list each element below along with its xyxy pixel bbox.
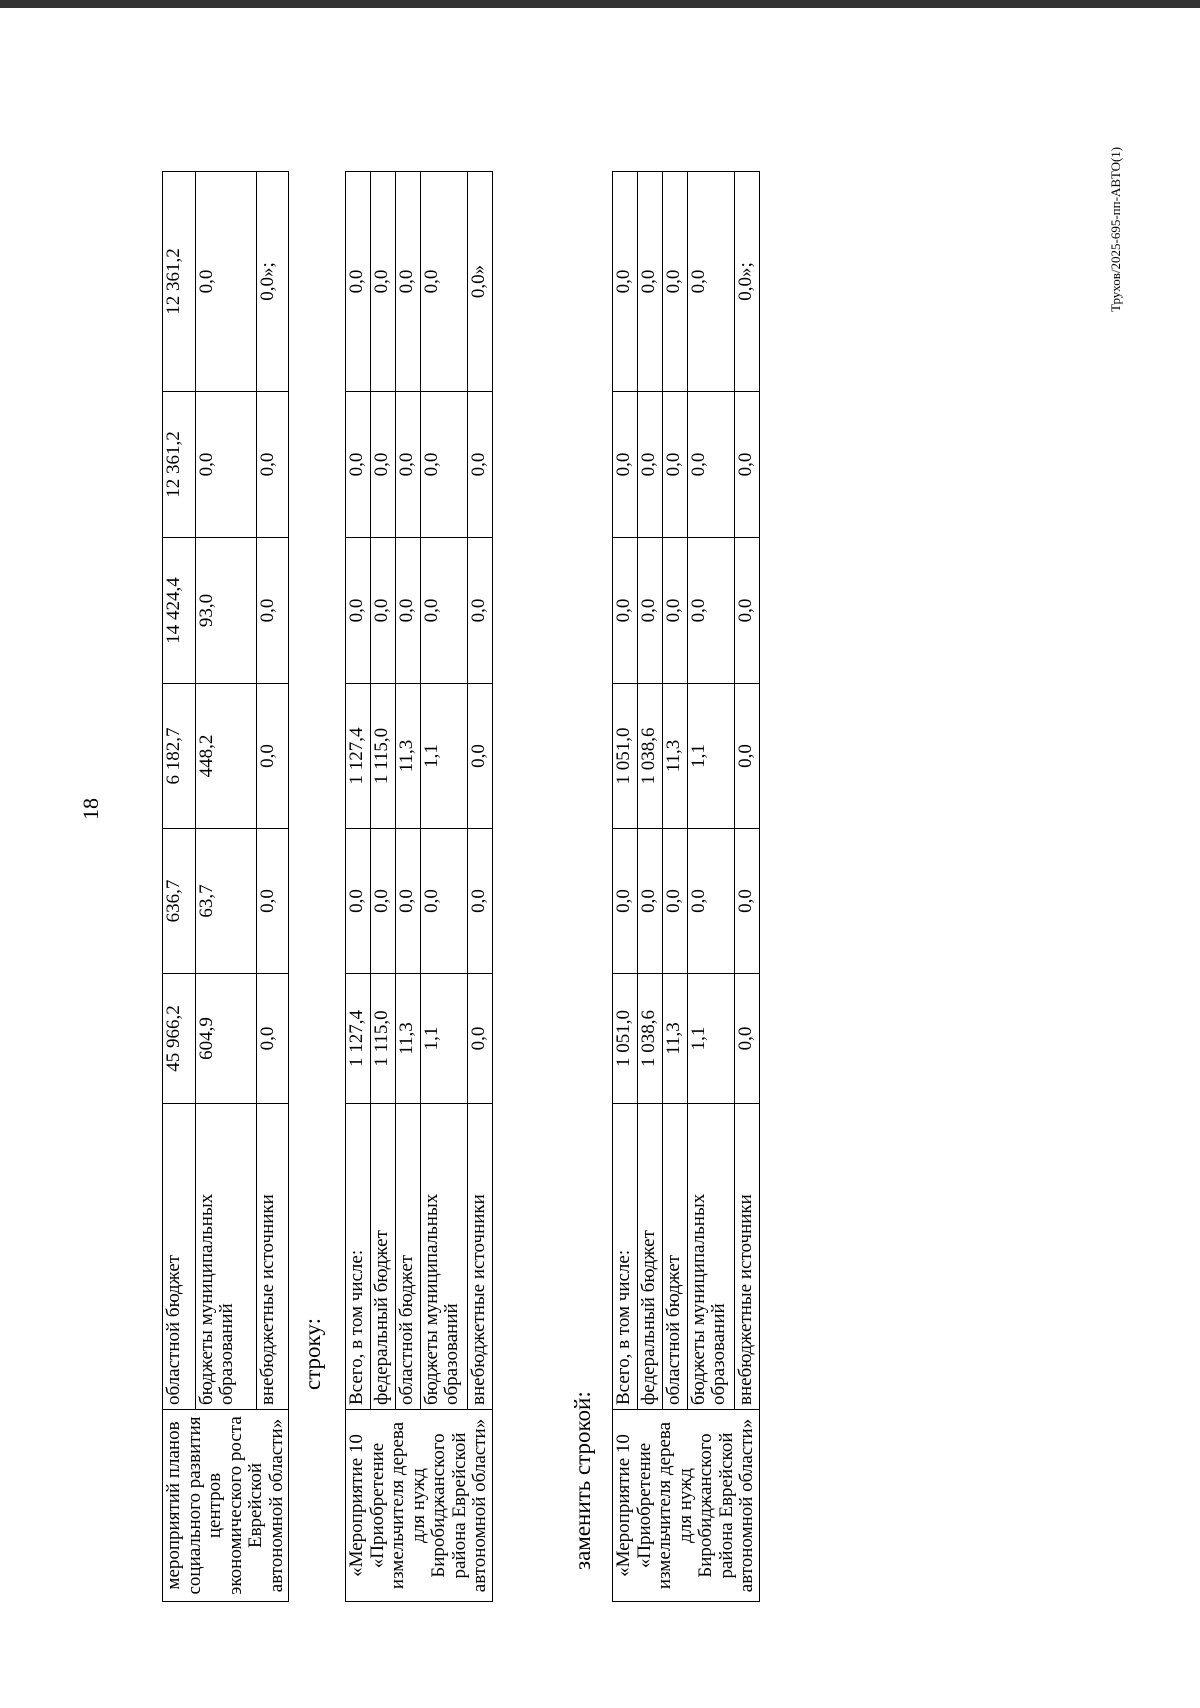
value-cell: 604,9 [195, 974, 256, 1104]
value-cell: 0,0 [195, 172, 256, 392]
value-cell: 1 115,0 [370, 974, 395, 1104]
table-row [256, 172, 289, 1602]
budget-table-1 [162, 171, 289, 1602]
value-cell: 0,0 [467, 538, 492, 684]
source-label-cell: бюджеты муниципальных образований [687, 1104, 734, 1410]
table-row [346, 172, 371, 1602]
value-cell: 0,0 [687, 538, 734, 684]
table-row [662, 172, 687, 1602]
budget-table-2 [345, 171, 493, 1602]
value-cell: 14 424,4 [163, 538, 196, 684]
value-cell: 0,0 [195, 392, 256, 538]
value-cell: 0,0 [467, 684, 492, 829]
value-cell: 0,0 [734, 684, 759, 829]
value-cell: 0,0 [395, 392, 420, 538]
source-label-cell: бюджеты муниципальных образований [195, 1104, 256, 1410]
value-cell: 0,0 [256, 974, 289, 1104]
source-label-cell: Всего, в том числе: [346, 1104, 371, 1410]
value-cell: 0,0 [662, 172, 687, 392]
table-row [395, 172, 420, 1602]
value-cell: 0,0 [395, 172, 420, 392]
value-cell: 0,0»; [256, 172, 289, 392]
value-cell: 0,0 [687, 392, 734, 538]
value-cell: 11,3 [395, 974, 420, 1104]
value-cell: 0,0 [637, 829, 662, 974]
table-row [613, 172, 638, 1602]
value-cell: 0,0 [613, 829, 638, 974]
value-cell: 0,0 [687, 172, 734, 392]
measure-name-cell: «Мероприятие 10 «Приобретение измельчителя дерева для нужд Биробиджанского района Еврейской автономной области» [613, 1410, 760, 1602]
table-row [370, 172, 395, 1602]
value-cell: 0,0»; [734, 172, 759, 392]
heading-stroku: строку: [300, 1318, 325, 1390]
document-footer-id: Трухов/2025-695-пп-АВТО(1) [1108, 146, 1123, 312]
value-cell: 11,3 [662, 684, 687, 829]
table-row [637, 172, 662, 1602]
table-row [687, 172, 734, 1602]
value-cell: 0,0 [256, 392, 289, 538]
value-cell: 0,0 [734, 974, 759, 1104]
value-cell: 0,0 [256, 684, 289, 829]
value-cell: 12 361,2 [163, 172, 196, 392]
value-cell: 1 115,0 [370, 684, 395, 829]
source-label-cell: внебюджетные источники [467, 1104, 492, 1410]
value-cell: 1,1 [687, 974, 734, 1104]
value-cell: 0,0 [256, 538, 289, 684]
value-cell: 0,0 [346, 392, 371, 538]
source-label-cell: бюджеты муниципальных образований [420, 1104, 467, 1410]
value-cell: 0,0 [420, 538, 467, 684]
table-row [734, 172, 759, 1602]
table-block-2 [345, 172, 493, 1602]
measure-name-cell: мероприятий планов социального развития центров экономического роста Еврейской автономной области» [163, 1410, 289, 1602]
value-cell: 0,0 [467, 974, 492, 1104]
heading-zamenit: заменить строкой: [570, 1391, 595, 1570]
budget-table-3 [612, 171, 760, 1602]
value-cell: 0,0 [662, 392, 687, 538]
value-cell: 636,7 [163, 829, 196, 974]
source-label-cell: федеральный бюджет [637, 1104, 662, 1410]
value-cell: 0,0 [370, 172, 395, 392]
value-cell: 0,0 [734, 829, 759, 974]
table-block-1 [162, 172, 289, 1602]
value-cell: 1,1 [420, 684, 467, 829]
source-label-cell: областной бюджет [662, 1104, 687, 1410]
value-cell: 0,0 [662, 538, 687, 684]
value-cell: 448,2 [195, 684, 256, 829]
value-cell: 1 127,4 [346, 974, 371, 1104]
value-cell: 0,0 [637, 538, 662, 684]
value-cell: 1,1 [687, 684, 734, 829]
value-cell: 1 051,0 [613, 974, 638, 1104]
value-cell: 0,0 [346, 172, 371, 392]
value-cell: 0,0 [637, 392, 662, 538]
source-label-cell: Всего, в том числе: [613, 1104, 638, 1410]
value-cell: 0,0 [420, 829, 467, 974]
value-cell: 0,0 [395, 829, 420, 974]
value-cell: 0,0 [662, 829, 687, 974]
value-cell: 0,0 [346, 829, 371, 974]
value-cell: 0,0 [256, 829, 289, 974]
table-row [195, 172, 256, 1602]
value-cell: 0,0 [734, 392, 759, 538]
value-cell: 0,0 [467, 829, 492, 974]
value-cell: 1,1 [420, 974, 467, 1104]
value-cell: 1 127,4 [346, 684, 371, 829]
value-cell: 0,0 [420, 392, 467, 538]
source-label-cell: областной бюджет [395, 1104, 420, 1410]
value-cell: 0,0 [370, 829, 395, 974]
value-cell: 0,0 [734, 538, 759, 684]
value-cell: 1 051,0 [613, 684, 638, 829]
value-cell: 45 966,2 [163, 974, 196, 1104]
value-cell: 0,0» [467, 172, 492, 392]
value-cell: 0,0 [613, 172, 638, 392]
value-cell: 63,7 [195, 829, 256, 974]
value-cell: 1 038,6 [637, 974, 662, 1104]
page-number: 18 [78, 798, 103, 820]
value-cell: 0,0 [687, 829, 734, 974]
value-cell: 12 361,2 [163, 392, 196, 538]
scan-top-edge [0, 0, 1200, 8]
value-cell: 11,3 [662, 974, 687, 1104]
value-cell: 11,3 [395, 684, 420, 829]
value-cell: 0,0 [420, 172, 467, 392]
value-cell: 6 182,7 [163, 684, 196, 829]
table-row [163, 172, 196, 1602]
value-cell: 0,0 [613, 538, 638, 684]
source-label-cell: внебюджетные источники [256, 1104, 289, 1410]
value-cell: 0,0 [613, 392, 638, 538]
measure-name-cell: «Мероприятие 10 «Приобретение измельчителя дерева для нужд Биробиджанского района Еврейской автономной области» [346, 1410, 493, 1602]
table-row [420, 172, 467, 1602]
value-cell: 0,0 [346, 538, 371, 684]
value-cell: 0,0 [467, 392, 492, 538]
table-row [467, 172, 492, 1602]
value-cell: 0,0 [395, 538, 420, 684]
source-label-cell: областной бюджет [163, 1104, 196, 1410]
value-cell: 1 038,6 [637, 684, 662, 829]
value-cell: 0,0 [637, 172, 662, 392]
value-cell: 0,0 [370, 538, 395, 684]
source-label-cell: федеральный бюджет [370, 1104, 395, 1410]
value-cell: 93,0 [195, 538, 256, 684]
source-label-cell: внебюджетные источники [734, 1104, 759, 1410]
value-cell: 0,0 [370, 392, 395, 538]
table-block-3 [612, 172, 760, 1602]
